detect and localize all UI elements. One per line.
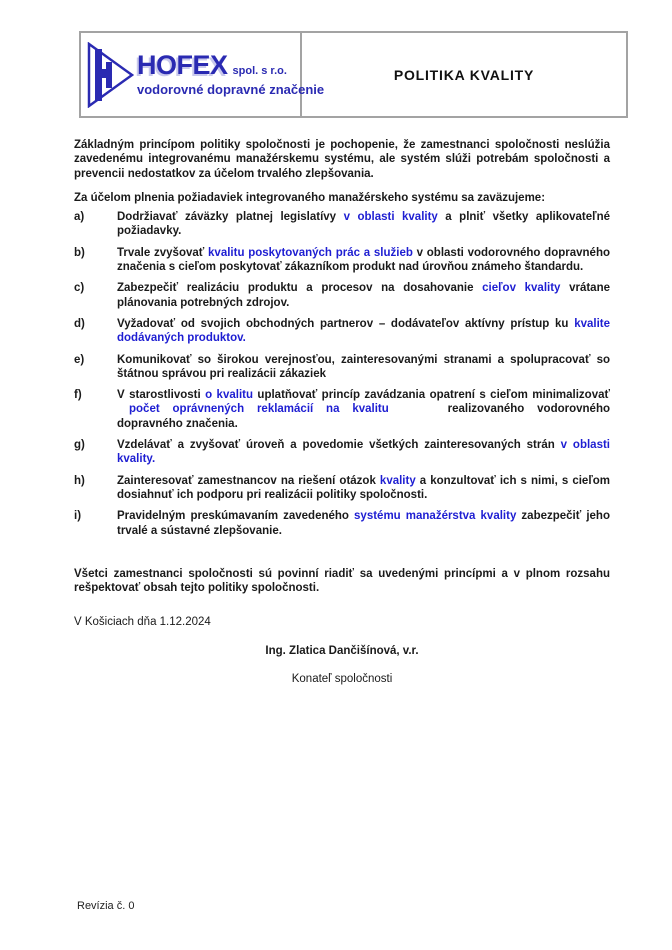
logo-text-block [137,50,325,97]
signature-role: Konateľ spoločnosti [291,673,393,686]
logo-company-suffix: spol. s r.o. [232,65,287,77]
list-item [74,246,610,275]
list-item [74,509,610,538]
list-item-text: Zainteresovať zamestnancov na riešení otázok kvality a konzultovať ich s nimi, s cieľom dosiahnuť ich podporu pri realizácii politiky spoločnosti. [117,474,610,501]
logo-brand-text: HOFEX [137,50,228,80]
intro-paragraph: Základným princípom politiky spoločnosti je pochopenie, že zamestnanci spoločnosti neslúžia zavedenému integrovanému manažérskemu systému, ale systém slúži potrebám spoločnosti a prevencii nedostatkov za účelom trvalého zlepšovania. [74,139,610,180]
list-item-text: Dodržiavať záväzky platnej legislatívy v oblasti kvality a plniť všetky aplikovateľné požiadavky. [117,211,611,238]
title-cell [302,33,626,116]
list-item-text: Vzdelávať a zvyšovať úroveň a povedomie všetkých zainteresovaných strán v oblasti kvality. [117,439,610,466]
document-header [79,31,628,118]
list-item-letter: c) [74,282,85,295]
logo-tagline: vodorovné dopravné značenie [137,82,325,97]
list-item [74,353,610,382]
list-item [74,388,610,431]
list-item-letter: d) [74,317,85,330]
hofex-triangle-logo-icon [87,42,134,108]
signature-name: Ing. Zlatica Dančišínová, v.r. [265,644,419,657]
list-item-letter: h) [74,474,85,487]
list-item [74,281,610,310]
list-item-letter: g) [74,439,85,452]
list-item-text: Zabezpečiť realizáciu produktu a procesov na dosahovanie cieľov kvality vrátane plánovania potrebných zdrojov. [117,282,610,309]
closing-paragraph: Všetci zamestnanci spoločnosti sú povinní riadiť sa uvedenými princípmi a v plnom rozsahu rešpektovať obsah tejto politiky spoločnosti. [74,567,610,595]
list-item [74,474,610,503]
date-line: V Košiciach dňa 1.12.2024 [74,616,211,629]
commitments-lead-paragraph: Za účelom plnenia požiadaviek integrovaného manažérskeho systému sa zaväzujeme: [74,191,546,204]
list-item-text: Trvale zvyšovať kvalitu poskytovaných prác a služieb v oblasti vodorovného dopravného značenia s cieľom poskytovať zákazníkom produkt nad úrovňou známeho štandardu. [117,246,610,274]
list-item-text: V starostlivosti o kvalitu uplatňovať princíp zavádzania opatrení s cieľom minimalizovať počet oprávnených reklamácií na kvalitu realizovaného vodorovného dopravného značenia. [117,389,611,430]
list-item-text: Vyžadovať od svojich obchodných partnerov – dodávateľov aktívny prístup ku kvalite dodávaných produktov. [117,317,610,345]
list-item-letter: f) [74,389,82,402]
commitments-list [74,210,610,538]
list-item-letter: e) [74,353,85,366]
list-item-letter: b) [74,246,85,259]
list-item [74,317,610,346]
list-item [74,438,610,467]
list-item-letter: i) [74,510,82,523]
list-item-text: Pravidelným preskúmavaním zavedeného systému manažérstva kvality zabezpečiť jeho trvalé a sústavné zlepšovanie. [117,510,610,537]
revision-label: Revízia č. 0 [77,900,135,912]
list-item [74,210,610,239]
list-item-text: Komunikovať so širokou verejnosťou, zainteresovanými stranami a spolupracovať so štátnou správou pri realizácii zákaziek [117,353,610,380]
company-logo [81,33,325,116]
list-item-letter: a) [74,211,85,224]
document-title: POLITIKA KVALITY [393,66,535,83]
document-body [74,138,610,686]
